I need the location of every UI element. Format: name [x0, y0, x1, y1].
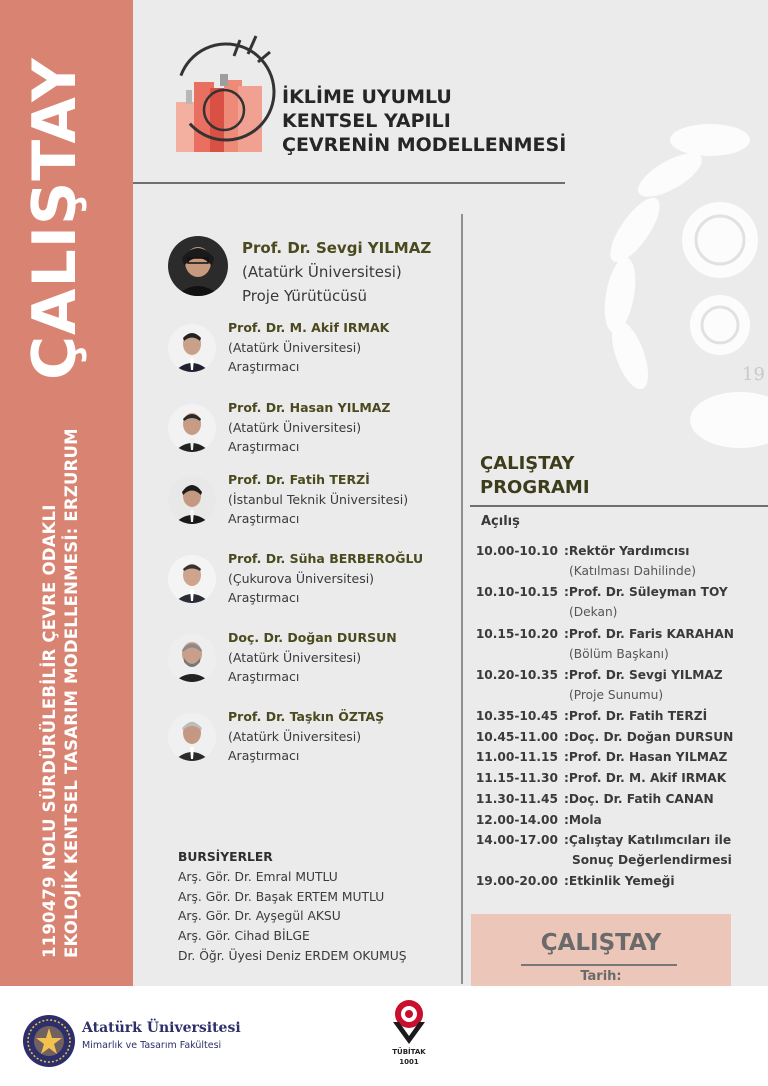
scholars-heading: BURSİYERLER — [178, 850, 273, 864]
researcher-name: Prof. Dr. Taşkın ÖZTAŞ — [228, 709, 385, 724]
project-logo — [170, 30, 280, 155]
tubitak-code: 1001 — [399, 1058, 419, 1066]
program-title — [480, 452, 590, 500]
program-time: 19.00-20.00 — [475, 874, 558, 888]
scholar-name: Arş. Gör. Cihad BİLGE — [178, 929, 310, 944]
program-desc: :Doç. Dr. Doğan DURSUN — [564, 730, 734, 744]
program-time: 12.00-14.00 — [475, 813, 558, 827]
researcher-affiliation: (Atatürk Üniversitesi) — [228, 339, 362, 355]
lead-role: Proje Yürütücüsü — [242, 287, 368, 305]
researcher-affiliation: (Atatürk Üniversitesi) — [228, 649, 362, 665]
program-time: 10.45-11.00 — [475, 730, 558, 744]
tubitak-emblem-icon — [387, 996, 431, 1046]
program-time: 10.15-10.20 — [475, 627, 558, 641]
scholars-list — [178, 848, 407, 967]
program-time: 14.00-17.00 — [475, 833, 558, 847]
program-desc: :Prof. Dr. M. Akif IRMAK — [564, 771, 727, 785]
program-time: 10.10-10.15 — [475, 585, 558, 599]
title-line2: KENTSEL YAPILI — [282, 110, 451, 132]
scholar-name: Arş. Gör. Dr. Başak ERTEM MUTLU — [178, 889, 385, 904]
tubitak-logo — [387, 996, 431, 1070]
program-desc: :Etkinlik Yemeği — [564, 874, 675, 888]
researcher-name: Prof. Dr. Süha BERBEROĞLU — [228, 551, 424, 566]
program-opening: Açılış — [481, 514, 520, 529]
researcher-photo — [168, 713, 216, 761]
program-time: 10.35-10.45 — [475, 709, 558, 723]
program-desc: :Rektör Yardımcısı — [564, 544, 690, 558]
program-desc: :Doç. Dr. Fatih CANAN — [564, 792, 714, 806]
program-title-line2: PROGRAMI — [480, 477, 590, 498]
footer — [0, 986, 768, 1086]
program-desc: :Prof. Dr. Süleyman TOY — [564, 585, 728, 599]
program-time: 10.00-10.10 — [475, 544, 558, 558]
program-note: (Bölüm Başkanı) — [569, 647, 669, 661]
university-name: Atatürk Üniversitesi — [82, 1020, 241, 1036]
program-note: Sonuç Değerlendirmesi — [572, 853, 732, 867]
title-divider — [133, 182, 565, 184]
faculty-name: Mimarlık ve Tasarım Fakültesi — [82, 1040, 222, 1051]
researcher-affiliation: (İstanbul Teknik Üniversitesi) — [228, 491, 409, 507]
researcher-role: Araştırmacı — [228, 359, 300, 374]
researcher-name: Prof. Dr. M. Akif IRMAK — [228, 320, 390, 335]
researcher-role: Araştırmacı — [228, 669, 300, 684]
title-line1: İKLİME UYUMLU — [282, 86, 452, 108]
sidebar-subtitle-line2: EKOLOJİK KENTSEL TASARIM MODELLENMESİ: ERZURUM — [62, 428, 81, 958]
program-note: (Proje Sunumu) — [569, 688, 664, 702]
lead-affiliation: (Atatürk Üniversitesi) — [242, 263, 402, 281]
main-title — [282, 85, 566, 157]
scholar-name: Arş. Gör. Dr. Ayşegül AKSU — [178, 909, 341, 924]
program-title-line1: ÇALIŞTAY — [480, 453, 575, 474]
program-note: (Katılması Dahilinde) — [569, 564, 696, 578]
researcher-role: Araştırmacı — [228, 511, 300, 526]
program-note: (Dekan) — [569, 605, 618, 619]
lead-photo — [168, 236, 228, 296]
column-divider — [461, 214, 463, 984]
tubitak-name: TÜBİTAK — [392, 1048, 426, 1056]
university-seal-icon — [22, 1014, 76, 1068]
researcher-photo — [168, 634, 216, 682]
researcher-affiliation: (Atatürk Üniversitesi) — [228, 728, 362, 744]
event-box-divider — [521, 964, 677, 966]
program-desc: :Prof. Dr. Fatih TERZİ — [564, 709, 708, 723]
program-desc: :Prof. Dr. Hasan YILMAZ — [564, 750, 728, 764]
event-date-label: Tarih: — [580, 969, 622, 984]
sidebar-title-text: ÇALIŞTAY — [20, 57, 90, 380]
program-desc: :Prof. Dr. Faris KARAHAN — [564, 627, 735, 641]
lead-name: Prof. Dr. Sevgi YILMAZ — [242, 239, 432, 257]
researcher-affiliation: (Atatürk Üniversitesi) — [228, 419, 362, 435]
program-desc: :Mola — [564, 813, 602, 827]
researcher-role: Araştırmacı — [228, 748, 300, 763]
sidebar-subtitle-line1: 1190479 NOLU SÜRDÜRÜLEBİLİR ÇEVRE ODAKLI — [40, 504, 59, 958]
ornament-number: 19 — [742, 364, 765, 385]
researcher-photo — [168, 476, 216, 524]
program-time: 11.30-11.45 — [475, 792, 558, 806]
researcher-role: Araştırmacı — [228, 590, 300, 605]
title-line3: ÇEVRENİN MODELLENMESİ — [282, 134, 567, 156]
program-desc: :Çalıştay Katılımcıları ile — [564, 833, 732, 847]
researcher-affiliation: (Çukurova Üniversitesi) — [228, 570, 375, 586]
researcher-photo — [168, 324, 216, 372]
program-time: 11.15-11.30 — [475, 771, 558, 785]
program-divider — [470, 505, 768, 507]
program-desc: :Prof. Dr. Sevgi YILMAZ — [564, 668, 723, 682]
program-time: 11.00-11.15 — [475, 750, 558, 764]
ornament-graphic — [590, 90, 768, 490]
researcher-role: Araştırmacı — [228, 439, 300, 454]
scholar-name: Dr. Öğr. Üyesi Deniz ERDEM OKUMUŞ — [178, 948, 407, 963]
researcher-photo — [168, 404, 216, 452]
researcher-photo — [168, 555, 216, 603]
researcher-name: Prof. Dr. Fatih TERZİ — [228, 472, 370, 487]
researcher-name: Doç. Dr. Doğan DURSUN — [228, 630, 397, 645]
scholar-name: Arş. Gör. Dr. Emral MUTLU — [178, 869, 338, 884]
researcher-name: Prof. Dr. Hasan YILMAZ — [228, 400, 391, 415]
event-box-title: ÇALIŞTAY — [540, 930, 662, 956]
program-time: 10.20-10.35 — [475, 668, 558, 682]
